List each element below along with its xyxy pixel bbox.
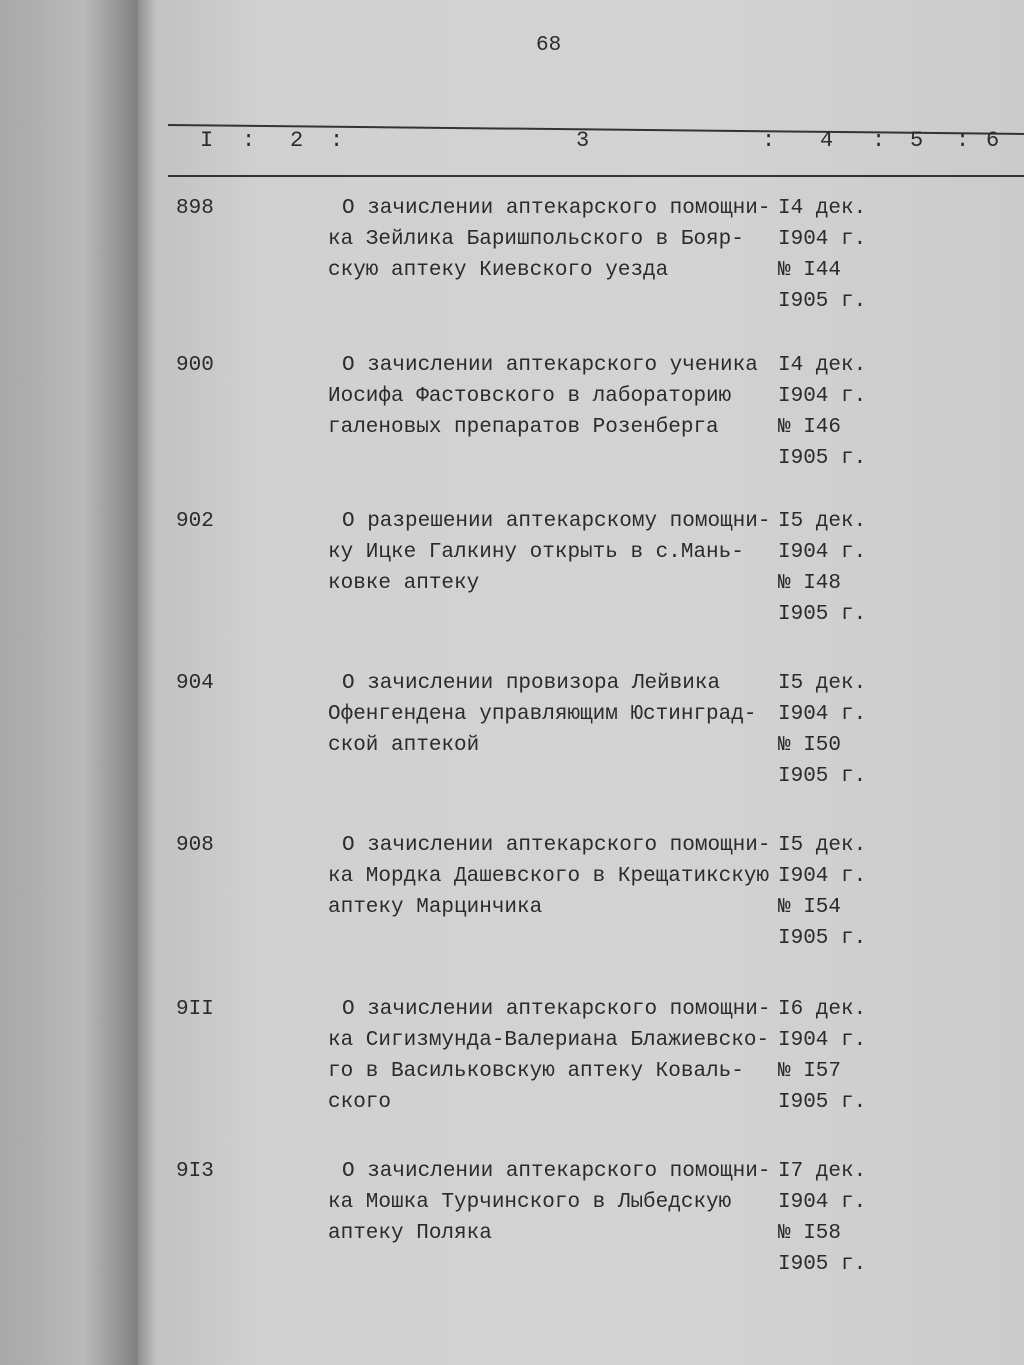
- column-header-3: 3: [576, 128, 590, 153]
- date-line: I5 дек.: [778, 510, 867, 533]
- date-line: I905 г.: [778, 765, 867, 788]
- record-date: [778, 350, 866, 474]
- date-line: I4 дек.: [778, 197, 867, 220]
- column-header-4: 4: [820, 128, 834, 153]
- description-line: ку Ицке Галкину открыть в с.Мань-: [328, 541, 744, 564]
- column-header-2: 2: [290, 128, 304, 153]
- date-line: № I50: [778, 734, 842, 757]
- column-separator: :: [872, 128, 886, 153]
- header-rule-bottom: [168, 175, 1024, 177]
- date-line: № I54: [778, 896, 842, 919]
- description-line: скую аптеку Киевского уезда: [328, 259, 669, 282]
- date-line: I905 г.: [778, 927, 867, 950]
- record-number: 9I3: [176, 1160, 214, 1183]
- record-number: 900: [176, 354, 214, 377]
- description-line: ка Мордка Дашевского в Крещатикскую: [328, 865, 770, 888]
- column-separator: :: [762, 128, 776, 153]
- facing-page: [0, 0, 140, 1365]
- date-line: I905 г.: [778, 603, 867, 626]
- description-line: ка Сигизмунда-Валериана Блажиевско-: [328, 1029, 770, 1052]
- description-line: ка Зейлика Баришпольского в Бояр-: [328, 228, 744, 251]
- date-line: I904 г.: [778, 703, 867, 726]
- date-line: I904 г.: [778, 228, 867, 251]
- record-number: 9II: [176, 998, 214, 1021]
- record-date: [778, 994, 866, 1118]
- column-separator: :: [956, 128, 970, 153]
- description-line: О зачислении аптекарского помощни-: [342, 998, 771, 1021]
- date-line: № I48: [778, 572, 842, 595]
- description-line: ковке аптеку: [328, 572, 480, 595]
- date-line: № I57: [778, 1060, 842, 1083]
- record-number: 902: [176, 510, 214, 533]
- description-line: аптеку Поляка: [328, 1222, 492, 1245]
- record-number: 908: [176, 834, 214, 857]
- date-line: I5 дек.: [778, 834, 867, 857]
- description-line: ского: [328, 1091, 392, 1114]
- description-line: го в Васильковскую аптеку Коваль-: [328, 1060, 744, 1083]
- date-line: I7 дек.: [778, 1160, 867, 1183]
- date-line: I6 дек.: [778, 998, 867, 1021]
- date-line: I905 г.: [778, 1091, 867, 1114]
- record-description: [328, 193, 788, 286]
- description-line: О зачислении аптекарского помощни-: [342, 1160, 771, 1183]
- column-header-1: I: [200, 128, 214, 153]
- column-header-5: 5: [910, 128, 924, 153]
- date-line: I904 г.: [778, 385, 867, 408]
- column-separator: :: [330, 128, 344, 153]
- description-line: аптеку Марцинчика: [328, 896, 543, 919]
- description-line: О зачислении аптекарского помощни-: [342, 197, 771, 220]
- description-line: ка Мошка Турчинского в Лыбедскую: [328, 1191, 732, 1214]
- date-line: I5 дек.: [778, 672, 867, 695]
- description-line: Иосифа Фастовского в лабораторию: [328, 385, 732, 408]
- date-line: I904 г.: [778, 541, 867, 564]
- record-description: [328, 506, 788, 599]
- date-line: № I44: [778, 259, 842, 282]
- page-number: 68: [536, 34, 562, 57]
- record-date: [778, 1156, 866, 1280]
- record-number: 904: [176, 672, 214, 695]
- record-number: 898: [176, 197, 214, 220]
- date-line: I4 дек.: [778, 354, 867, 377]
- description-line: галеновых препаратов Розенберга: [328, 416, 719, 439]
- record-description: [328, 830, 788, 923]
- date-line: I904 г.: [778, 865, 867, 888]
- record-date: [778, 668, 866, 792]
- record-date: [778, 830, 866, 954]
- record-description: [328, 994, 788, 1118]
- description-line: О разрешении аптекарскому помощни-: [342, 510, 771, 533]
- record-date: [778, 506, 866, 630]
- record-description: [328, 350, 788, 443]
- description-line: ской аптекой: [328, 734, 480, 757]
- date-line: I904 г.: [778, 1029, 867, 1052]
- column-header-6: 6: [986, 128, 1000, 153]
- date-line: I905 г.: [778, 290, 867, 313]
- date-line: I905 г.: [778, 447, 867, 470]
- date-line: № I58: [778, 1222, 842, 1245]
- date-line: I905 г.: [778, 1253, 867, 1276]
- record-description: [328, 668, 788, 761]
- description-line: О зачислении аптекарского ученика: [342, 354, 758, 377]
- record-date: [778, 193, 866, 317]
- description-line: Офенгендена управляющим Юстинград-: [328, 703, 757, 726]
- date-line: № I46: [778, 416, 842, 439]
- description-line: О зачислении аптекарского помощни-: [342, 834, 771, 857]
- description-line: О зачислении провизора Лейвика: [342, 672, 721, 695]
- date-line: I904 г.: [778, 1191, 867, 1214]
- column-separator: :: [242, 128, 256, 153]
- record-description: [328, 1156, 788, 1249]
